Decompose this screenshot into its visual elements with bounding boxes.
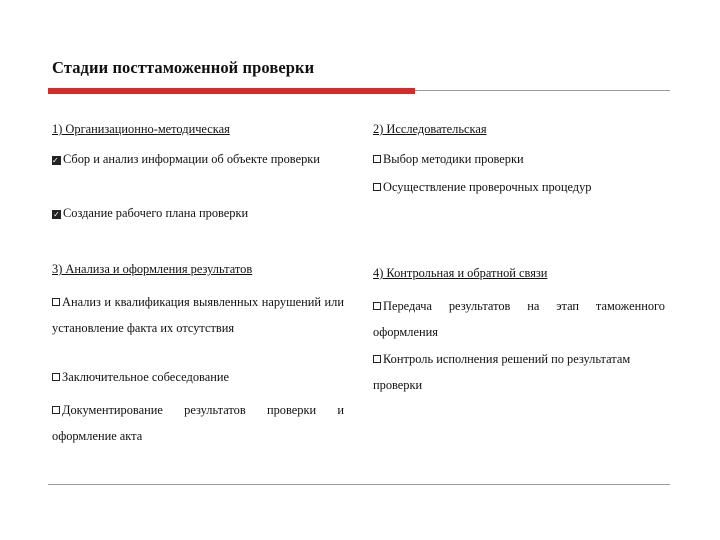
stage2-item-2-text: Осуществление проверочных процедур — [383, 180, 592, 194]
checkbox-checked-icon: ✓ — [52, 156, 61, 165]
checkbox-empty-icon — [373, 355, 381, 363]
stage2-item-2 — [373, 178, 668, 196]
stage3-item-3-text: Документирование результатов проверки и оформление акта — [52, 403, 344, 443]
stage3-heading: 3) Анализа и оформления результатов — [52, 262, 253, 276]
footer-divider — [48, 484, 670, 485]
title-accent-bar — [48, 88, 415, 94]
stage2-item-1-text: Выбор методики проверки — [383, 152, 524, 166]
stage3-item-3 — [52, 397, 344, 449]
stage3-item-2-text: Заключительное собеседование — [62, 370, 229, 384]
stage1-heading: 1) Организационно-методическая — [52, 122, 230, 136]
stage4-item-2 — [373, 346, 670, 398]
checkbox-checked-icon: ✓ — [53, 210, 60, 219]
slide-title: Стадии посттаможенной проверки — [52, 58, 315, 77]
stage1-item-2-text: Создание рабочего плана проверки — [63, 206, 249, 220]
stage1-item-1 — [52, 150, 344, 168]
stage3-item-1 — [52, 289, 344, 341]
stage4-heading: 4) Контрольная и обратной связи — [373, 266, 548, 280]
checkbox-empty-icon — [52, 406, 60, 414]
stage2-heading: 2) Исследовательская — [373, 122, 487, 136]
checkbox-empty-icon — [52, 298, 60, 306]
stage4-item-2-text: Контроль исполнения решений по результатам проверки — [373, 352, 631, 392]
stage3-item-1-text: Анализ и квалификация выявленных нарушений или установление факта их отсутствия — [52, 295, 344, 335]
stage4-item-1 — [373, 293, 665, 345]
stage3-item-2 — [52, 368, 344, 386]
checkbox-empty-icon — [373, 155, 381, 163]
checkbox-empty-icon — [52, 373, 60, 381]
checkbox-empty-icon — [373, 183, 381, 191]
checkbox-empty-icon — [373, 302, 381, 310]
stage4-item-1-text: Передача результатов на этап таможенного оформления — [373, 299, 665, 339]
stage1-item-2 — [52, 204, 344, 222]
stage2-item-1 — [373, 150, 668, 168]
stage1-item-1-text: Сбор и анализ информации об объекте проверки — [63, 152, 320, 166]
